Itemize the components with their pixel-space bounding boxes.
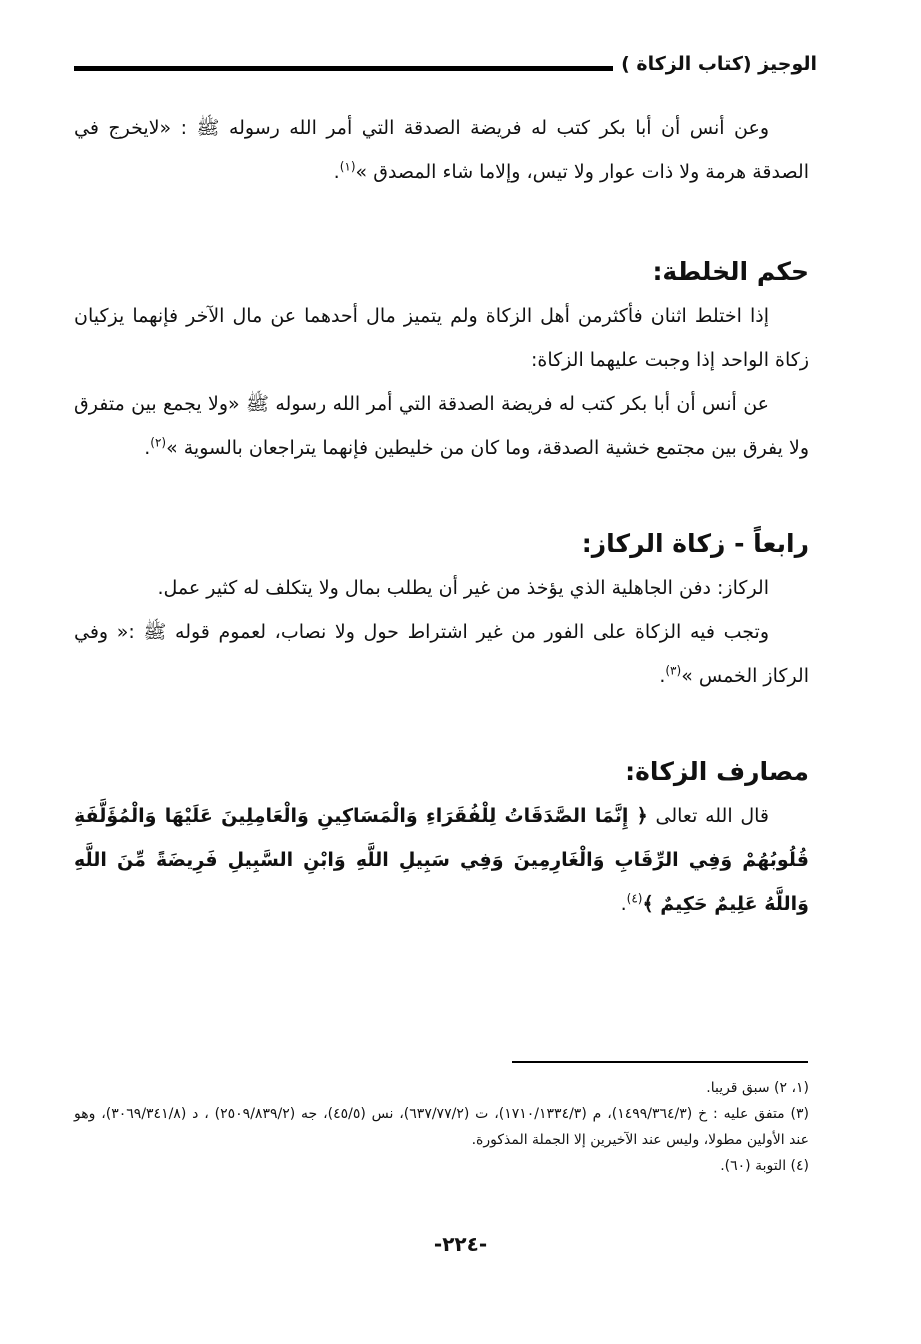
- header-title: الوجيز (كتاب الزكاة ): [621, 53, 817, 75]
- footnote-separator: [512, 1061, 808, 1063]
- section-heading-recipients: مصارف الزكاة:: [625, 757, 809, 786]
- footnote-3: (٣) متفق عليه : خ (١٤٩٩/٣٦٤/٣)، م (١٧١٠/١٣٣٤/٣)، ت (٦٣٧/٧٧/٢)، نس (٤٥/٥)، جه (٢٥٠٩/٨٣٩/٢) ، د (٣٠٦٩/٣٤١/٨)، وهو عند الأولين مطولا، وليس عند الآخيرين إلا الجملة المذكورة.: [74, 1106, 810, 1148]
- running-header: [74, 48, 817, 80]
- paragraph-hadith-1: وعن أنس أن أبا بكر كتب له فريضة الصدقة التي أمر الله رسوله ﷺ : «لايخرج في الصدقة هرمة ولا ذات عوار ولا تيس، وإلاما شاء المصدق »$^{(١)}$.: [74, 117, 809, 183]
- footnote-4: (٤) التوبة (٦٠).: [720, 1158, 809, 1174]
- paragraph-hadith-2: عن أنس أن أبا بكر كتب له فريضة الصدقة التي أمر الله رسوله ﷺ «ولا يجمع بين متفرق ولا يفرق بين مجتمع خشية الصدقة، وما كان من خليطين فإنهما يتراجعان بالسوية »$^{(٢)}$.: [74, 393, 809, 459]
- paragraph-mixing-rule: إذا اختلط اثنان فأكثرمن أهل الزكاة ولم يتميز مال أحدهما عن مال الآخر فإنهما يزكيان زكاة الواحد إذا وجبت عليهما الزكاة:: [74, 305, 809, 371]
- section-heading-mixing: حكم الخلطة:: [652, 257, 809, 286]
- paragraph-rikaz-ruling: وتجب فيه الزكاة على الفور من غير اشتراط حول ولا نصاب، لعموم قوله ﷺ :« وفي الركاز الخمس »$^{(٣)}$.: [74, 621, 809, 687]
- footnote-ref-2: (٢): [150, 435, 167, 450]
- page-number: -٢٢٤-: [433, 1232, 488, 1256]
- footnote-ref-3: (٣): [665, 663, 682, 678]
- paragraph-hadith-2-text: عن أنس أن أبا بكر كتب له فريضة الصدقة التي أمر الله رسوله ﷺ «ولا يجمع بين متفرق ولا يفرق بين مجتمع خشية الصدقة، وما كان من خليطين فإنهما يتراجعان بالسوية »: [74, 393, 809, 459]
- footnote-1-2: (١، ٢) سبق قريبا.: [706, 1080, 809, 1096]
- paragraph-rikaz-ruling-text: وتجب فيه الزكاة على الفور من غير اشتراط حول ولا نصاب، لعموم قوله ﷺ :« وفي الركاز الخمس »: [74, 621, 809, 687]
- paragraph-recipients-verse: قال الله تعالى ﴿ إِنَّمَا الصَّدَقَاتُ لِلْفُقَرَاءِ وَالْمَسَاكِينِ وَالْعَامِلِينَ عَلَيْهَا وَالْمُؤَلَّفَةِ قُلُوبُهُمْ وَفِي الرِّقَابِ وَالْغَارِمِينَ وَفِي سَبِيلِ اللَّهِ وَابْنِ السَّبِيلِ فَرِيضَةً مِّنَ اللَّهِ وَاللَّهُ عَلِيمٌ حَكِيمٌ ﴾$^{(٤)}$.: [74, 805, 809, 915]
- footnotes: [74, 1075, 809, 1179]
- footnote-ref-1: (١): [339, 159, 356, 174]
- verse-intro: قال الله تعالى: [655, 805, 769, 827]
- quran-verse: ﴿ إِنَّمَا الصَّدَقَاتُ لِلْفُقَرَاءِ وَالْمَسَاكِينِ وَالْعَامِلِينَ عَلَيْهَا وَالْمُؤَلَّفَةِ قُلُوبُهُمْ وَفِي الرِّقَابِ وَالْغَارِمِينَ وَفِي سَبِيلِ اللَّهِ وَابْنِ السَّبِيلِ فَرِيضَةً مِّنَ اللَّهِ وَاللَّهُ عَلِيمٌ حَكِيمٌ ﴾: [74, 805, 809, 915]
- main-text: [74, 106, 809, 926]
- header-rule: [74, 66, 613, 71]
- paragraph-rikaz-definition: الركاز: دفن الجاهلية الذي يؤخذ من غير أن يطلب بمال ولا يتكلف له كثير عمل.: [157, 577, 769, 599]
- section-heading-rikaz: رابعاً - زكاة الركاز:: [581, 529, 809, 558]
- footnote-ref-4: (٤): [626, 891, 643, 906]
- paragraph-hadith-1-text: وعن أنس أن أبا بكر كتب له فريضة الصدقة التي أمر الله رسوله ﷺ : «لايخرج في الصدقة هرمة ولا ذات عوار ولا تيس، وإلاما شاء المصدق »: [74, 117, 809, 183]
